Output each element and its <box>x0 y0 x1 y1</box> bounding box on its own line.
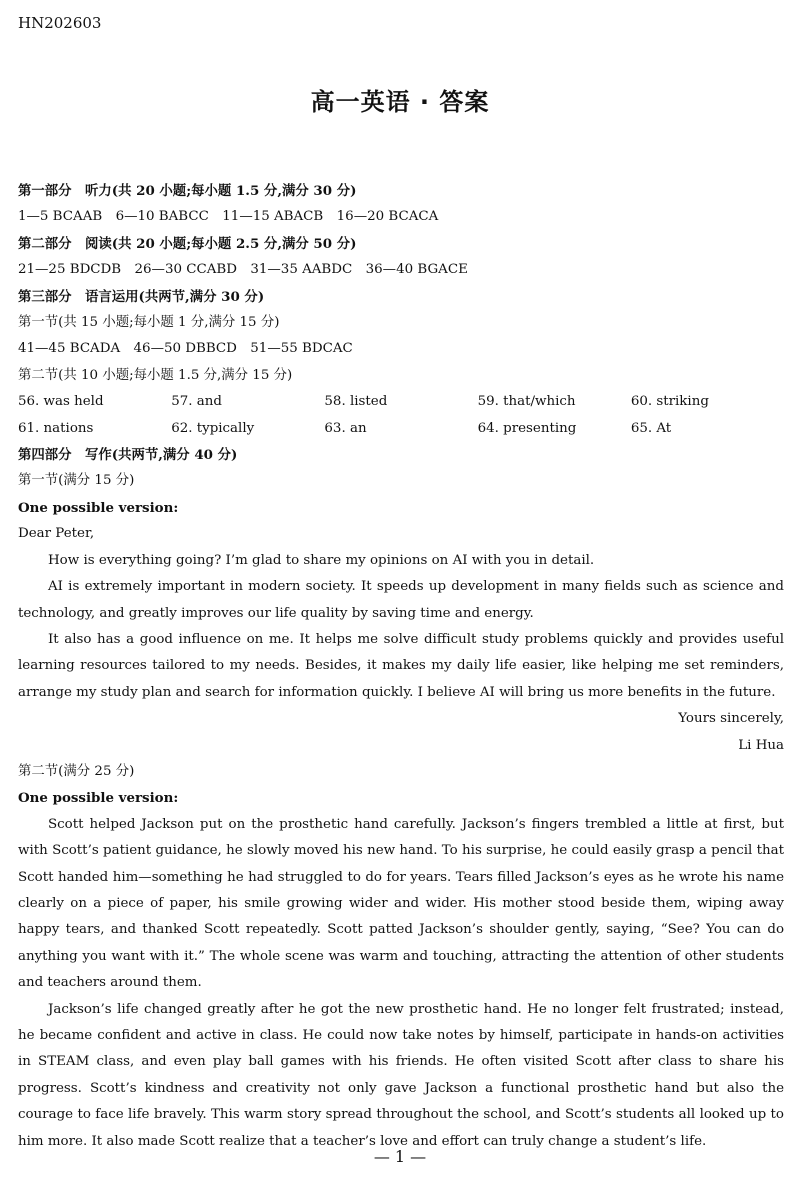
story-paragraph: Scott helped Jackson put on the prosthetic hand carefully. Jackson’s fingers trembled a little at first, but with Scott’s patient guidance, he slowly moved his new hand. To his surprise, he could easily grasp a pencil that Scott handed him—something he had struggled to do for years. Tears filled Jackson’s eyes as he wrote his name clearly on a piece of paper, his smile growing wider and wider. His mother stood beside them, wiping away happy tears, and thanked Scott repeatedly. Scott patted Jackson’s shoulder gently, saying, “See? You can do anything you want with it.” The whole scene was warm and touching, attracting the attention of other students and teachers around them. <box>18 816 784 991</box>
part1-heading: 第一部分 听力(共 20 小题;每小题 1.5 分,满分 30 分) <box>18 183 357 199</box>
part3-heading: 第三部分 语言运用(共两节,满分 30 分) <box>18 288 265 305</box>
cloze-answer: 63. an <box>324 420 367 436</box>
letter-closing: Yours sincerely, <box>678 711 784 727</box>
cloze-answer: 64. presenting <box>477 420 577 436</box>
cloze-answer: 58. listed <box>324 394 388 410</box>
part2-heading: 第二部分 阅读(共 20 小题;每小题 2.5 分,满分 50 分) <box>18 235 357 252</box>
part4-section2-heading: 第二节(满分 25 分) <box>18 763 135 779</box>
cloze-answers-row <box>18 416 784 442</box>
part4-section1-heading: 第一节(满分 15 分) <box>18 473 135 489</box>
page-title: 高一英语 · 答案 <box>310 88 490 116</box>
letter-greeting: Dear Peter, <box>18 526 95 542</box>
cloze-answer: 59. that/which <box>477 394 576 410</box>
cloze-answer: 56. was held <box>18 394 104 410</box>
letter-paragraph: How is everything going? I’m glad to share my opinions on AI with you in detail. <box>48 552 595 568</box>
version-label: One possible version: <box>18 499 179 516</box>
letter-signature: Li Hua <box>738 737 784 753</box>
part3-section2-heading: 第二节(共 10 小题;每小题 1.5 分,满分 15 分) <box>18 367 293 383</box>
cloze-answer: 60. striking <box>630 394 709 410</box>
part3-section1-answers: 41—45 BCADA 46—50 DBBCD 51—55 BDCAC <box>18 341 353 357</box>
page-number: — 1 — <box>373 1147 427 1166</box>
document-code: HN202603 <box>18 14 102 32</box>
part1-answers: 1—5 BCAAB 6—10 BABCC 11—15 ABACB 16—20 BCACA <box>18 209 439 225</box>
version-label: One possible version: <box>18 790 179 807</box>
answer-content <box>18 178 784 1155</box>
cloze-answers-row <box>18 389 784 415</box>
cloze-answer: 65. At <box>630 420 672 436</box>
letter-paragraph: It also has a good influence on me. It helps me solve difficult study problems quickly and provides useful learning resources tailored to my needs. Besides, it makes my daily life easier, like helping me set reminders, arrange my study plan and search for information quickly. I believe AI will bring us more benefits in the future. <box>18 631 784 700</box>
cloze-answer: 61. nations <box>18 420 94 436</box>
part4-heading: 第四部分 写作(共两节,满分 40 分) <box>18 447 238 464</box>
letter-paragraph: AI is extremely important in modern society. It speeds up development in many fields such as science and technology, and greatly improves our life quality by saving time and energy. <box>18 579 784 621</box>
story-paragraph: Jackson’s life changed greatly after he got the new prosthetic hand. He no longer felt frustrated; instead, he became confident and active in class. He could now take notes by himself, participate in hands-on activities in STEAM class, and even play ball games with his friends. He often visited Scott after class to share his progress. Scott’s kindness and creativity not only gave Jackson a functional prosthetic hand but also the courage to face life bravely. This warm story spread throughout the school, and Scott’s students all looked up to him more. It also made Scott realize that a teacher’s love and effort can truly change a student’s life. <box>18 1001 784 1149</box>
part2-answers: 21—25 BDCDB 26—30 CCABD 31—35 AABDC 36—40 BGACE <box>18 262 468 278</box>
cloze-answer: 57. and <box>171 394 222 410</box>
cloze-answer: 62. typically <box>171 420 255 436</box>
part3-section1-heading: 第一节(共 15 小题;每小题 1 分,满分 15 分) <box>18 315 280 331</box>
